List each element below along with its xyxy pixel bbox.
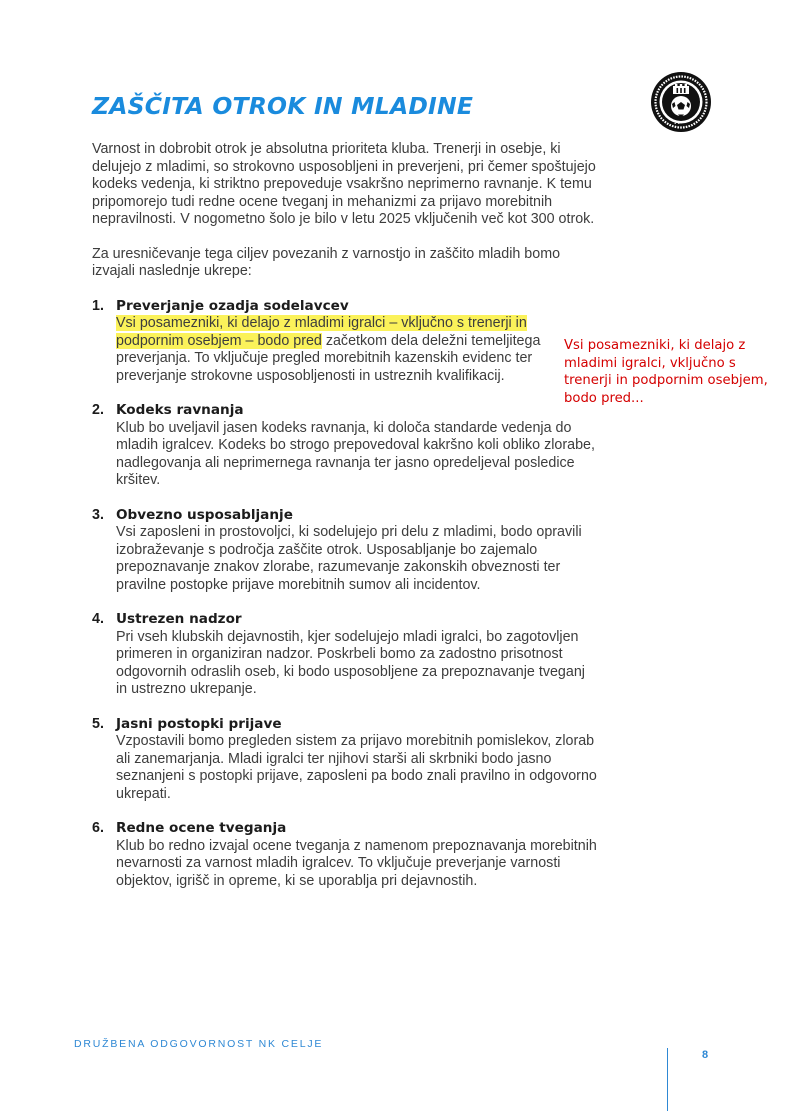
body-text [92,141,597,907]
item-text-rest: začetkom dela deležni temeljitega preverjanja. To vključuje pregled morebitnih kazenskih evidenc ter preverjanje strokovne usposobljenosti in ustreznih kvalifikacij. [116,332,541,384]
item-text: Vsi zaposleni in prostovoljci, ki sodelujejo pri delu z mladimi, bodo opravili izobraževanje s področja zaščite otrok. Usposabljanje bo zajemalo prepoznavanje znakov zlorabe, razumevanje zakonskih obveznosti ter pravilne postopke prijave morebitnih sumov ali incidentov. [116,524,582,593]
item-title: Jasni postopki prijave [116,715,282,732]
item-text: Klub bo redno izvajal ocene tveganja z namenom prepoznavanja morebitnih nevarnosti za varnost mladih igralcev. To vključuje preverjanje varnosti objektov, igrišč in opreme, ki se uporablja pri dejavnostih. [116,837,597,889]
item-text [116,315,597,385]
margin-comment[interactable]: Vsi posamezniki, ki delajo z mladimi igralci, vključno s trenerji in podpornim osebjem, bodo pred... [564,338,768,406]
list-item [92,298,597,386]
intro-paragraph-2: Za uresničevanje tega ciljev povezanih z varnostjo in zaščito mladih bomo izvajali naslednje ukrepe: [92,245,561,279]
footer-divider [667,1048,668,1111]
item-title: Ustrezen nadzor [116,611,242,627]
item-number: 4. [92,611,104,627]
list-item [92,402,597,490]
item-title: Preverjanje ozadja sodelavcev [116,297,349,314]
item-text: Pri vseh klubskih dejavnostih, kjer sodelujejo mladi igralci, bo zagotovljen primeren in organiziran nadzor. Poskrbeli bomo za zadostno prisotnost odgovornih odraslih oseb, ki bodo usposobljene za prepoznavanje tveganj in ustrezno ukrepanje. [116,628,585,697]
club-crest-icon [650,71,712,133]
item-title: Kodeks ravnanja [116,402,244,418]
item-title: Obvezno usposabljanje [116,506,293,523]
highlighted-text[interactable]: Vsi posamezniki, ki delajo z mladimi igralci – vključno s trenerji in podpornim osebjem – bodo pred [116,315,527,349]
footer-label: DRUŽBENA ODGOVORNOST NK CELJE [74,1038,324,1050]
page-number: 8 [702,1049,709,1061]
svg-text:• •: • • [674,121,680,126]
item-number: 2. [92,402,104,418]
measures-list [92,298,597,891]
list-item [92,820,597,890]
item-number: 1. [92,297,104,314]
list-item [92,611,597,699]
item-title: Redne ocene tveganja [116,820,287,836]
item-text: Vzpostavili bomo pregleden sistem za prijavo morebitnih pomislekov, zlorab ali zanemarjanja. Mladi igralci ter njihovi starši ali skrbniki bodo jasno seznanjeni s postopki prijave, zaposleni pa bodo znali pravilno in odgovorno ukrepati. [116,733,597,802]
item-text: Klub bo uveljavil jasen kodeks ravnanja, ki določa standarde vedenja do mladih igralcev. Kodeks bo strogo prepovedoval kakršno koli obliko zlorabe, nadlegovanja ali neprimernega ravnanja ter jasno opredeljeval posledice kršitev. [116,419,595,488]
list-item [92,507,597,595]
page-title: ZAŠČITA OTROK IN MLADINE [92,92,474,120]
item-number: 6. [92,820,104,836]
intro-paragraph-1: Varnost in dobrobit otrok je absolutna prioriteta kluba. Trenerji in osebje, ki delujejo z mladimi, so strokovno usposobljeni in preverjeni, pri čemer spoštujejo kodeks vedenja, ki striktno prepoveduje vsakršno neprimerno ravnanje. K temu pripomorejo tudi redne ocene tveganj in mehanizmi za prijavo morebitnih nepravilnosti. V nogometno šolo je bilo v letu 2025 vključenih več kot 300 otrok. [92,141,596,227]
list-item [92,716,597,804]
item-number: 3. [92,506,104,523]
item-number: 5. [92,715,104,732]
